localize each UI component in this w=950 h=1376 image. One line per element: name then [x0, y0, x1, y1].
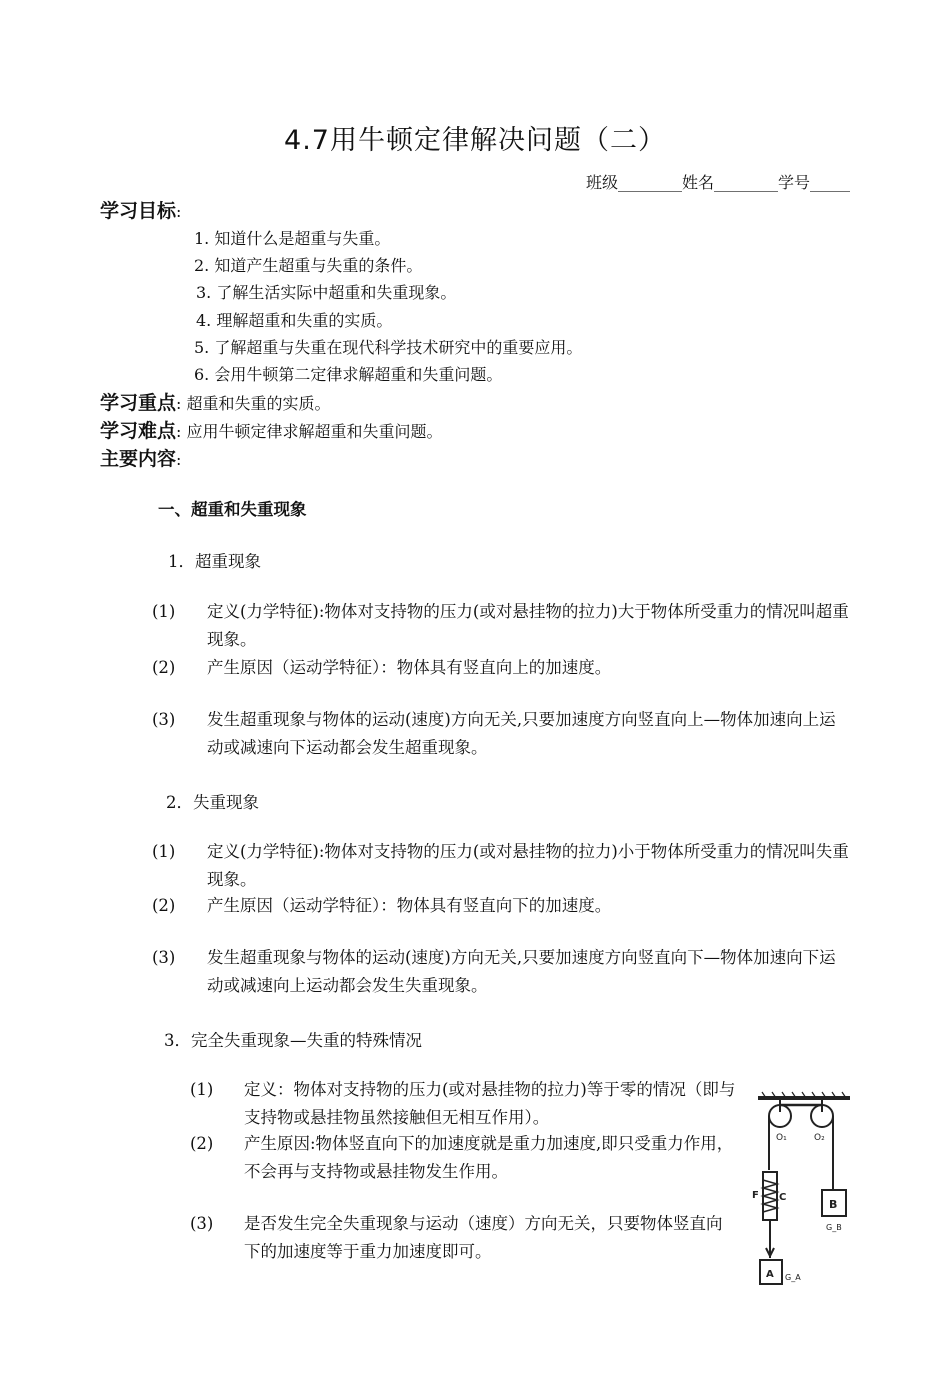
- subsection-title: 2．失重现象: [166, 793, 259, 812]
- main-content-colon: :: [176, 450, 182, 469]
- item-text: 是否发生完全失重现象与运动（速度）方向无关，只要物体竖直向下的加速度等于重力加速度即可。: [244, 1214, 723, 1261]
- item-text: 产生原因:物体竖直向下的加速度就是重力加速度,即只受重力作用，不会再与支持物或悬挂物发生作用。: [244, 1134, 734, 1181]
- list-item: [190, 1210, 738, 1266]
- list-item: [152, 654, 852, 682]
- item-number: (1): [190, 1080, 214, 1099]
- goal-item: 1. 知道什么是超重与失重。: [194, 229, 391, 248]
- goal-item: 2. 知道产生超重与失重的条件。: [194, 256, 423, 275]
- subsection-title: 3．完全失重现象—失重的特殊情况: [164, 1031, 422, 1050]
- main-content-heading: [100, 444, 181, 471]
- difficulty-label: 学习难点: [100, 420, 177, 442]
- goal-item: 4. 理解超重和失重的实质。: [196, 311, 393, 330]
- item-text: 定义：物体对支持物的压力(或对悬挂物的拉力)等于零的情况（即与支持物或悬挂物虽然接触但无相互作用）。: [244, 1080, 736, 1127]
- goal-item: 3. 了解生活实际中超重和失重现象。: [196, 283, 457, 302]
- key-point-text: : 超重和失重的实质。: [176, 394, 331, 413]
- label-c: C: [779, 1192, 787, 1203]
- item-number: (1): [152, 842, 176, 861]
- label-o1: O₁: [776, 1133, 787, 1143]
- label-b: B: [829, 1198, 838, 1211]
- label-f: F: [752, 1190, 759, 1201]
- pulley-diagram: [752, 1090, 854, 1296]
- main-content-label: 主要内容: [100, 448, 177, 470]
- section-heading: 一、超重和失重现象: [158, 500, 307, 519]
- difficulty-text: : 应用牛顿定律求解超重和失重问题。: [176, 422, 443, 441]
- goal-item: 5. 了解超重与失重在现代科学技术研究中的重要应用。: [194, 338, 583, 357]
- page-title: 4.7用牛顿定律解决问题（二）: [284, 125, 666, 156]
- list-item: [152, 706, 852, 762]
- difficulty: [100, 416, 443, 443]
- item-text: 定义(力学特征):物体对支持物的压力(或对悬挂物的拉力)小于物体所受重力的情况叫失重现象。: [207, 842, 849, 889]
- goal-item: 6. 会用牛顿第二定律求解超重和失重问题。: [194, 365, 503, 384]
- item-text: 产生原因（运动学特征）：物体具有竖直向下的加速度。: [207, 896, 612, 915]
- item-text: 产生原因（运动学特征）：物体具有竖直向上的加速度。: [207, 658, 612, 677]
- list-item: [190, 1130, 738, 1186]
- item-text: 发生超重现象与物体的运动(速度)方向无关,只要加速度方向竖直向上—物体加速向上运动或减速向下运动都会发生超重现象。: [207, 710, 836, 757]
- list-item: [152, 598, 852, 654]
- goals-label: 学习目标: [100, 200, 177, 222]
- list-item: [152, 838, 852, 894]
- list-item: [152, 892, 852, 920]
- item-text: 定义(力学特征):物体对支持物的压力(或对悬挂物的拉力)大于物体所受重力的情况叫超重现象。: [207, 602, 849, 649]
- key-point-label: 学习重点: [100, 392, 177, 414]
- subsection-title: 1．超重现象: [168, 552, 261, 571]
- item-text: 发生超重现象与物体的运动(速度)方向无关,只要加速度方向竖直向下—物体加速向下运动或减速向上运动都会发生失重现象。: [207, 948, 836, 995]
- label-ga: G_A: [785, 1273, 801, 1282]
- item-number: (1): [152, 602, 176, 621]
- goals-heading: [100, 196, 181, 223]
- item-number: (3): [152, 948, 176, 967]
- item-number: (2): [152, 896, 176, 915]
- item-number: (3): [152, 710, 176, 729]
- label-o2: O₂: [814, 1133, 825, 1143]
- item-number: (2): [190, 1134, 214, 1153]
- goals-colon: :: [176, 202, 182, 221]
- item-number: (3): [190, 1214, 214, 1233]
- key-point: [100, 388, 331, 415]
- list-item: [152, 944, 852, 1000]
- list-item: [190, 1076, 738, 1132]
- student-info-line: 班级________姓名________学号_____: [585, 173, 850, 192]
- item-number: (2): [152, 658, 176, 677]
- label-gb: G_B: [826, 1223, 842, 1232]
- label-a: A: [766, 1269, 774, 1280]
